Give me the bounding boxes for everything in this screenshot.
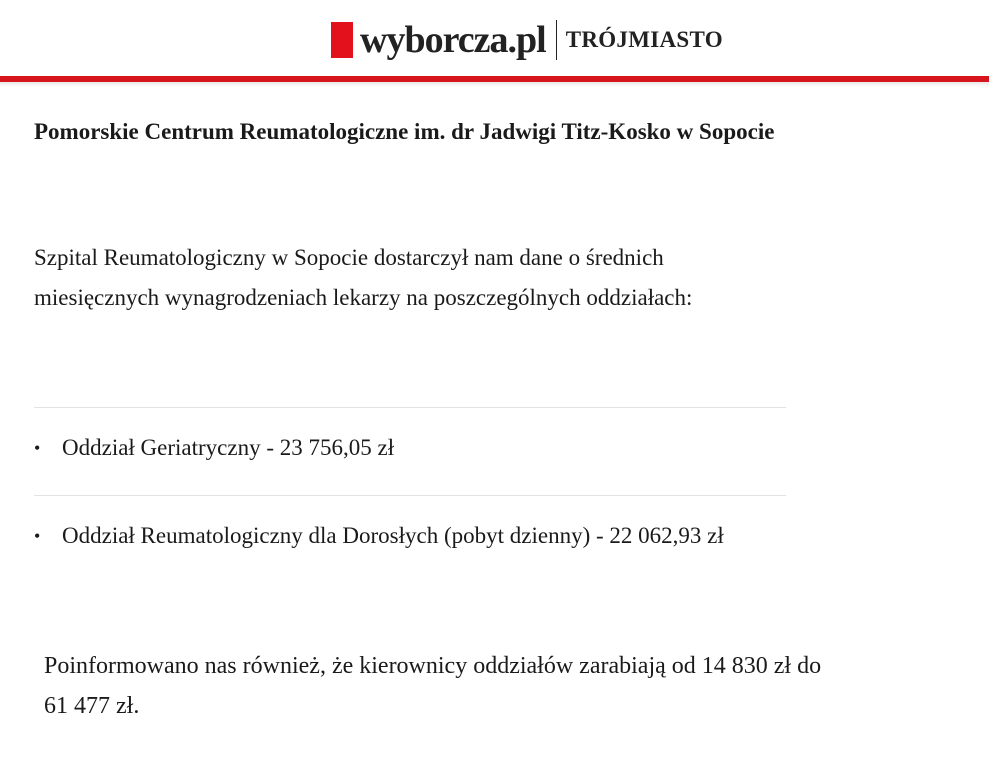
list-item-text: Oddział Reumatologiczny dla Dorosłych (pobyt dzienny) - 22 062,93 zł [62, 523, 724, 548]
section-heading: Pomorskie Centrum Reumatologiczne im. dr Jadwigi Titz-Kosko w Sopocie [34, 119, 775, 144]
header-shadow [0, 82, 989, 87]
bullet-icon: • [34, 438, 41, 458]
article-body [34, 112, 822, 719]
closing-paragraph: Poinformowano nas również, że kierownicy oddziałów zarabiają od 14 830 zł do 61 477 zł. [44, 653, 822, 719]
list-item [34, 428, 786, 468]
site-header [0, 0, 989, 76]
list-item [34, 516, 786, 556]
list-item-text: Oddział Geriatryczny - 23 756,05 zł [62, 435, 395, 460]
list-divider [34, 495, 786, 496]
bullet-icon: • [34, 526, 41, 546]
site-logo[interactable] [331, 20, 723, 60]
logo-divider [556, 20, 557, 60]
intro-paragraph: Szpital Reumatologiczny w Sopocie dostarczył nam dane o średnich miesięcznych wynagrodzeniach lekarzy na poszczególnych oddziałach: [34, 245, 693, 310]
logo-red-square-icon [331, 22, 353, 58]
logo-section-text[interactable]: TRÓJMIASTO [565, 27, 723, 52]
logo-brand-text: wyborcza.pl [360, 19, 546, 61]
list-divider [34, 407, 786, 408]
